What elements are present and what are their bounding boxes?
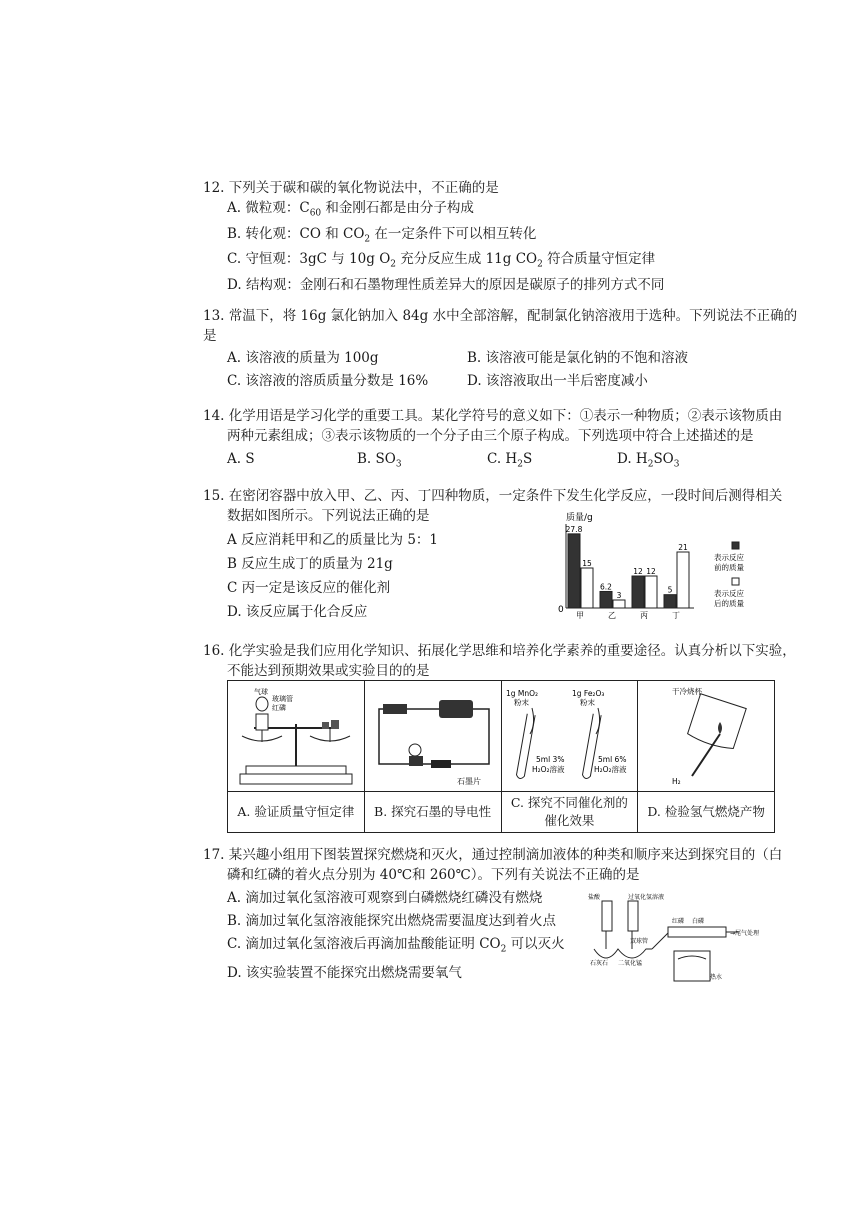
option-b[interactable]: B 反应生成丁的质量为 21g	[227, 556, 393, 572]
caption-c[interactable]	[501, 792, 638, 833]
subscript: 2	[500, 944, 507, 955]
question-stem: 13. 常温下，将 16g 氯化钠加入 84g 水中全部溶解，配制氯化钠溶液用于选种。下列说法不正确的	[203, 308, 798, 324]
y-axis-label: 质量/g	[566, 513, 593, 523]
label: 5ml 6%	[598, 755, 627, 764]
label: 石墨片	[456, 777, 481, 786]
category-label: 乙	[608, 611, 616, 620]
bar-after-2	[613, 600, 625, 608]
label: H₂O₂溶液	[594, 765, 627, 774]
option-d[interactable]: D. 该反应属于化合反应	[227, 604, 368, 620]
label: 1g Fe₂O₃	[572, 689, 605, 698]
legend-label-after-1: 表示反应	[714, 589, 744, 598]
option-label: C.	[227, 251, 242, 268]
option-text: 充分反应生成 11g CO	[396, 251, 538, 268]
option-b[interactable]	[357, 449, 487, 475]
data-label: 6.2	[600, 582, 612, 592]
subscript: 60	[309, 208, 322, 219]
caption-b[interactable]: B. 探究石墨的导电性	[364, 792, 501, 833]
label: 白磷	[692, 918, 705, 925]
data-label: 12	[646, 567, 656, 576]
bar-after-3	[645, 576, 657, 608]
option-c[interactable]	[487, 449, 617, 475]
category-label: 甲	[576, 611, 584, 620]
subscript: 2	[390, 260, 396, 271]
option-text: 可以灭火	[506, 936, 565, 952]
question-13	[203, 306, 803, 391]
option-label: A.	[227, 200, 242, 216]
option-d[interactable]	[617, 449, 747, 475]
caption-a[interactable]: A. 验证质量守恒定律	[228, 792, 365, 833]
label: 5ml 3%	[536, 755, 565, 764]
question-stem-cont: 数据如图所示。下列说法正确的是	[227, 508, 430, 524]
option-text: 和金刚石都是由分子构成	[321, 200, 474, 216]
label: 热水	[710, 974, 723, 981]
bar-before-3	[632, 576, 644, 608]
data-label: 27.8	[565, 524, 583, 534]
option-c[interactable]: C. 该溶液的溶质质量分数是 16%	[227, 373, 429, 389]
bar-before-2	[600, 591, 612, 608]
bars-group	[566, 525, 689, 620]
label: 干冷烧杯	[672, 687, 703, 696]
experiment-table	[227, 680, 775, 833]
bar-before-1	[568, 534, 580, 608]
question-12	[203, 178, 803, 295]
legend-swatch-after	[732, 578, 739, 585]
option-a[interactable]: A. S	[227, 451, 255, 467]
question-stem-cont: 两种元素组成；③表示该物质的一个分子由三个原子构成。下列选项中符合上述描述的是	[227, 428, 754, 444]
label: 石灰石	[590, 960, 609, 967]
option-a[interactable]: A. 该溶液的质量为 100g	[227, 350, 379, 366]
figure-b-circuit	[364, 681, 501, 792]
legend-label-before-1: 表示反应	[714, 553, 744, 562]
question-stem: 17. 某兴趣小组用下图装置探究燃烧和灭火，通过控制滴加液体的种类和顺序来达到探究目的（白	[203, 847, 783, 863]
label: 过氧化氢溶液	[628, 894, 665, 901]
origin-label: 0	[558, 605, 564, 615]
data-label: 15	[582, 559, 592, 568]
subscript: 2	[647, 459, 654, 470]
option-label: B.	[227, 225, 242, 242]
option-b[interactable]: B. 该溶液可能是氯化钠的不饱和溶液	[467, 350, 689, 366]
data-label: 5	[667, 585, 673, 595]
mass-bar-chart	[556, 510, 786, 620]
subscript: 2	[537, 260, 543, 271]
option-text: 转化观：CO 和 CO	[245, 225, 365, 242]
subscript: 2	[364, 234, 371, 245]
option-text: D. H	[617, 451, 648, 467]
option-a[interactable]: A. 滴加过氧化氢溶液可观察到白磷燃烧红磷没有燃烧	[227, 890, 543, 906]
label: 盐酸	[588, 894, 601, 901]
bar-before-4	[664, 595, 676, 608]
label: →尾气处理	[730, 930, 760, 937]
legend-label-before-2: 前的质量	[714, 563, 744, 572]
data-label: 12	[633, 567, 643, 576]
label: 双球管	[630, 938, 649, 945]
figure-a-balance	[228, 681, 365, 792]
figure-c-tubes	[501, 681, 638, 792]
label: 气球	[253, 688, 268, 696]
question-stem-cont: 磷和红磷的着火点分别为 40℃和 260℃）。下列有关说法不正确的是	[227, 867, 640, 883]
option-text: 结构观：金刚石和石墨物理性质差异大的原因是碳原子的排列方式不同	[245, 277, 665, 294]
option-text: 在一定条件下可以相互转化	[370, 225, 537, 242]
option-a[interactable]	[203, 198, 803, 224]
subscript: 3	[673, 459, 680, 470]
option-b[interactable]: B. 滴加过氧化氢溶液能探究出燃烧需要温度达到着火点	[227, 913, 557, 929]
question-14	[203, 406, 803, 475]
option-text: SO	[653, 451, 674, 467]
label: 红磷	[271, 704, 286, 712]
label: H₂O₂溶液	[532, 765, 565, 774]
option-c[interactable]: C 丙一定是该反应的催化剂	[227, 580, 391, 596]
data-label: 3	[616, 591, 622, 600]
option-text: 符合质量守恒定律	[542, 251, 656, 268]
question-stem: 12. 下列关于碳和碳的氧化物说法中，不正确的是	[203, 180, 499, 196]
option-d[interactable]	[203, 275, 803, 295]
category-label: 丁	[672, 611, 680, 620]
subscript: 2	[517, 459, 523, 470]
label: 玻璃管	[271, 695, 293, 703]
option-a[interactable]: A 反应消耗甲和乙的质量比为 5：1	[227, 532, 439, 548]
figure-d-beaker	[638, 681, 775, 792]
option-text: 守恒观：3gC 与 10g O	[245, 251, 391, 268]
question-stem-cont: 是	[203, 328, 217, 344]
question-stem: 15. 在密闭容器中放入甲、乙、丙、丁四种物质，一定条件下发生化学反应，一段时间后测得相关	[203, 488, 783, 504]
option-text: B. SO	[357, 451, 396, 467]
question-stem: 16. 化学实验是我们应用化学知识、拓展化学思维和培养化学素养的重要途径。认真分析以下实验，	[203, 643, 796, 659]
option-c[interactable]	[203, 249, 803, 275]
bar-after-1	[581, 568, 593, 608]
option-b[interactable]	[203, 224, 803, 250]
option-d[interactable]: D. 该实验装置不能探究出燃烧需要氧气	[227, 964, 462, 981]
option-label: D.	[227, 277, 242, 294]
option-text: C. 滴加过氧化氢溶液后再滴加盐酸能证明 CO	[227, 936, 501, 952]
combustion-apparatus-figure	[588, 893, 778, 987]
bar-after-4	[677, 552, 689, 608]
legend-label-after-2: 后的质量	[714, 599, 744, 608]
question-16	[203, 641, 803, 681]
legend-swatch-before	[732, 542, 739, 549]
label: 二氧化锰	[618, 960, 643, 967]
label: 1g MnO₂	[506, 689, 539, 698]
legend	[714, 542, 744, 608]
label: H₂	[672, 777, 681, 786]
label: 粉末	[514, 698, 530, 707]
label: 粉末	[580, 698, 596, 707]
option-text: C. H	[487, 451, 518, 467]
caption-d[interactable]: D. 检验氢气燃烧产物	[638, 792, 775, 833]
subscript: 3	[395, 459, 402, 470]
option-d[interactable]: D. 该溶液取出一半后密度减小	[467, 373, 648, 389]
category-label: 丙	[640, 611, 648, 620]
caption-line: C. 探究不同催化剂的	[510, 795, 628, 810]
option-text: 微粒观：C	[245, 200, 310, 216]
label: 红磷	[672, 918, 685, 925]
question-stem-cont: 不能达到预期效果或实验目的的是	[227, 663, 430, 679]
question-stem: 14. 化学用语是学习化学的重要工具。某化学符号的意义如下：①表示一种物质；②表示该物质由	[203, 408, 783, 424]
data-label: 21	[678, 543, 688, 552]
caption-line: 催化效果	[544, 813, 595, 828]
option-text: S	[522, 451, 533, 467]
